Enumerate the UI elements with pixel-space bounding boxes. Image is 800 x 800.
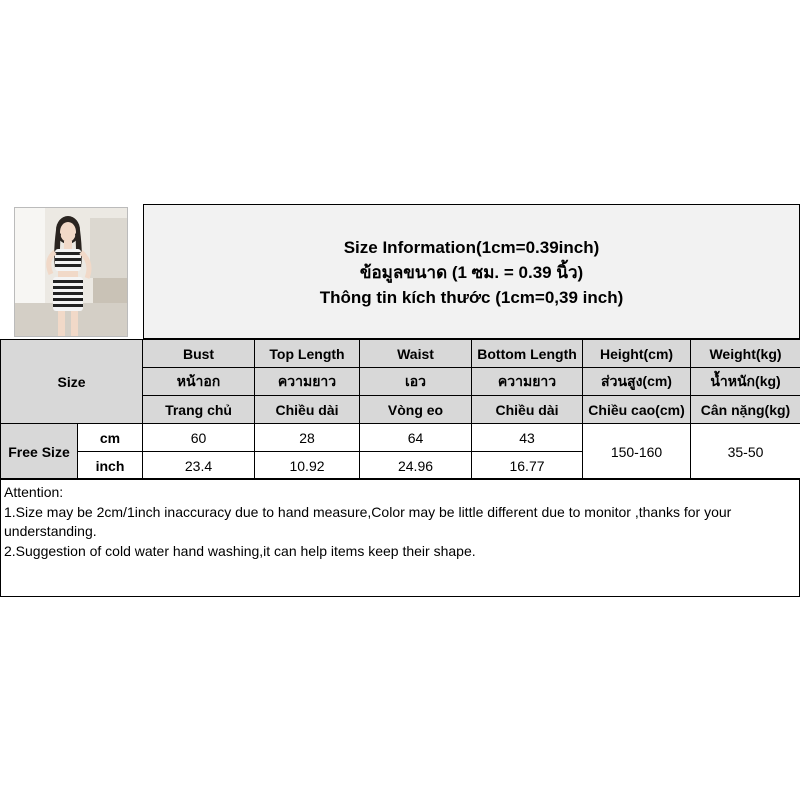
col-top-length-vi: Chiều dài (255, 396, 360, 424)
waist-inch: 24.96 (360, 452, 472, 480)
col-bust-en: Bust (143, 340, 255, 368)
unit-inch: inch (78, 452, 143, 480)
product-photo (14, 207, 128, 337)
size-info-header (143, 204, 800, 339)
col-waist-en: Waist (360, 340, 472, 368)
bust-inch: 23.4 (143, 452, 255, 480)
row-free-size: Free Size (1, 424, 78, 480)
col-weight-th: น้ำหนัก(kg) (691, 368, 800, 396)
size-label: Size (1, 340, 143, 424)
col-height-th: ส่วนสูง(cm) (583, 368, 691, 396)
col-height-en: Height(cm) (583, 340, 691, 368)
attention-heading: Attention: (4, 484, 64, 500)
size-chart (0, 204, 800, 597)
bottom-length-inch: 16.77 (472, 452, 583, 480)
size-table (0, 339, 800, 480)
col-bust-vi: Trang chủ (143, 396, 255, 424)
top-length-cm: 28 (255, 424, 360, 452)
unit-cm: cm (78, 424, 143, 452)
col-waist-vi: Vòng eo (360, 396, 472, 424)
note-line-2: 2.Suggestion of cold water hand washing,it can help items keep their shape. (4, 542, 476, 559)
col-bottom-length-en: Bottom Length (472, 340, 583, 368)
col-bottom-length-th: ความยาว (472, 368, 583, 396)
title-thai: ข้อมูลขนาด (1 ซม. = 0.39 นิ้ว) (359, 263, 584, 282)
col-weight-en: Weight(kg) (691, 340, 800, 368)
col-waist-th: เอว (360, 368, 472, 396)
col-top-length-en: Top Length (255, 340, 360, 368)
title-english: Size Information(1cm=0.39inch) (343, 238, 600, 257)
model-photo-illustration (15, 208, 128, 337)
title-vietnamese: Thông tin kích thước (1cm=0,39 inch) (319, 288, 624, 307)
note-line-1: 1.Size may be 2cm/1inch inaccuracy due to hand measure,Color may be little different due to monitor ,thanks for your understanding. (4, 503, 732, 539)
col-bottom-length-vi: Chiều dài (472, 396, 583, 424)
top-length-inch: 10.92 (255, 452, 360, 480)
col-weight-vi: Cân nặng(kg) (691, 396, 800, 424)
weight-range: 35-50 (691, 424, 800, 480)
bottom-length-cm: 43 (472, 424, 583, 452)
waist-cm: 64 (360, 424, 472, 452)
col-bust-th: หน้าอก (143, 368, 255, 396)
col-top-length-th: ความยาว (255, 368, 360, 396)
attention-notes (0, 478, 800, 597)
col-height-vi: Chiều cao(cm) (583, 396, 691, 424)
height-range: 150-160 (583, 424, 691, 480)
bust-cm: 60 (143, 424, 255, 452)
